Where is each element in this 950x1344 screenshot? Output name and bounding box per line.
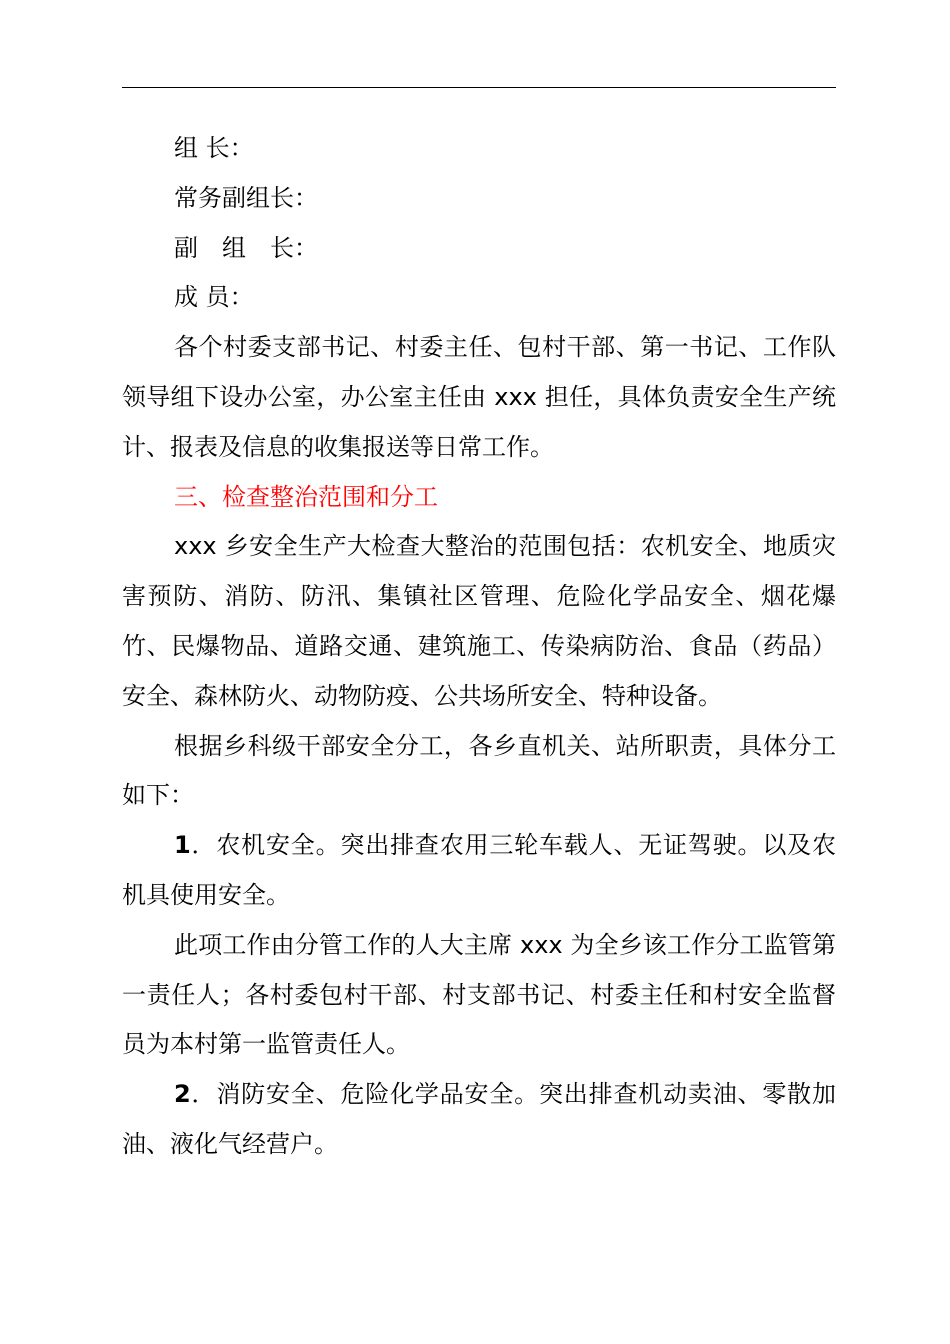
- item-number: 2: [174, 1080, 191, 1109]
- division-paragraph: 根据乡科级干部安全分工，各乡直机关、站所职责，具体分工如下：: [122, 731, 836, 810]
- header-rule: [122, 87, 836, 88]
- list-item: [122, 821, 836, 921]
- scope-paragraph: xxx 乡安全生产大检查大整治的范围包括：农机安全、地质灾害预防、消防、防汛、集镇社区管理、危险化学品安全、烟花爆竹、民爆物品、道路交通、建筑施工、传染病防治、食品（药品）安全、森林防火、动物防疫、公共场所安全、特种设备。: [122, 532, 836, 710]
- members-paragraph: 各个村委支部书记、村委主任、包村干部、第一书记、工作队领导组下设办公室，办公室主任由 xxx 担任，具体负责安全生产统计、报表及信息的收集报送等日常工作。: [122, 333, 836, 461]
- item-text: ．消防安全、危险化学品安全。突出排查机动卖油、零散加油、液化气经营户。: [122, 1080, 836, 1158]
- role-leader: 组 长：: [174, 134, 254, 162]
- section-heading: 三、检查整治范围和分工: [174, 482, 438, 511]
- responsibility-paragraph: 此项工作由分管工作的人大主席 xxx 为全乡该工作分工监管第一责任人；各村委包村干部、村支部书记、村委主任和村安全监督员为本村第一监管责任人。: [122, 930, 836, 1059]
- role-executive-deputy: 常务副组长：: [174, 183, 318, 212]
- role-members: 成 员：: [174, 283, 254, 312]
- document-body: [122, 124, 836, 1170]
- item-text: ．农机安全。突出排查农用三轮车载人、无证驾驶。以及农机具使用安全。: [122, 831, 836, 909]
- item-number: 1: [174, 831, 191, 860]
- role-deputy: 副 组 长：: [174, 233, 318, 262]
- list-item: [122, 1070, 836, 1170]
